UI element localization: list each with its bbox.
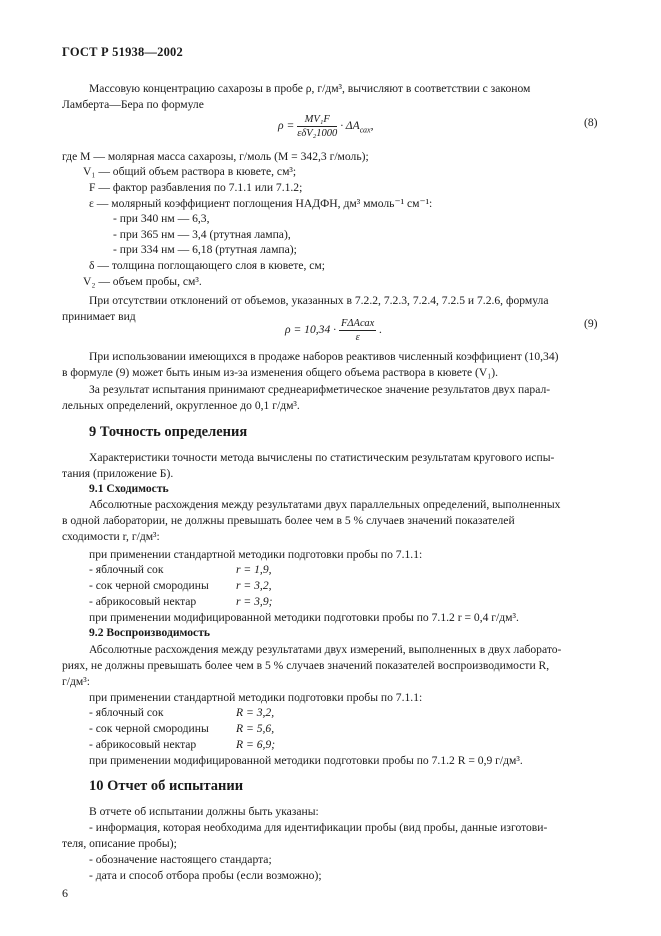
section-9-1-std: при применении стандартной методики подготовки пробы по 7.1.1: (89, 548, 423, 561)
definition-item: V₂ — объем пробы, см³. (83, 275, 202, 288)
page-number: 6 (62, 886, 68, 900)
formula-9-denominator: ε (355, 332, 360, 343)
intro-line-2: Ламберта—Бера по формуле (62, 98, 204, 111)
formula-8-tail-sub: сах (359, 125, 371, 135)
para-kits-line-2: в формуле (9) может быть иным из-за изменения общего объема раствора в кювете (V₁). (62, 366, 499, 379)
definition-item: - при 334 нм — 6,18 (ртутная лампа); (113, 243, 297, 256)
para-no-deviation-line-1: При отсутствии отклонений от объемов, указанных в 7.2.2, 7.2.3, 7.2.4, 7.2.5 и 7.2.6, формула (89, 294, 549, 307)
para-no-deviation-line-2: принимает вид (62, 310, 136, 323)
list-item-value: R = 3,2, (236, 706, 275, 719)
definition-item: ε — молярный коэффициент поглощения НАДФН, дм³ ммоль⁻¹ см⁻¹: (89, 197, 433, 210)
section-10-item-2: - обозначение настоящего стандарта; (89, 853, 272, 866)
section-9-p1-line-1: Характеристики точности метода вычислены по статистическим результатам кругового испы- (89, 451, 555, 464)
definition-item: F — фактор разбавления по 7.1.1 или 7.1.2; (89, 181, 303, 194)
para-result-line-2: лельных определений, округленное до 0,1 г/дм³. (62, 399, 300, 412)
list-item-name: - абрикосовый нектар (89, 738, 197, 751)
section-9-2-mod: при применении модифицированной методики подготовки пробы по 7.1.2 R = 0,9 г/дм³. (89, 754, 523, 767)
definition-item: V₁ — общий объем раствора в кювете, см³; (83, 165, 297, 178)
section-9-2-line-2: риях, не должны превышать более чем в 5 % случаев значений показателей воспроизводимости R, (62, 659, 550, 672)
section-10-item-3: - дата и способ отбора пробы (если возможно); (89, 869, 322, 882)
formula-8-tail-end: , (370, 119, 374, 133)
list-item-value: r = 3,2, (236, 579, 272, 592)
formula-9-lhs: ρ = 10,34 · (285, 323, 337, 337)
section-10-title: 10 Отчет об испытании (89, 778, 244, 794)
list-item-name: - сок черной смородины (89, 722, 209, 735)
formula-9-tail: . (379, 323, 383, 337)
list-item-value: R = 6,9; (236, 738, 276, 751)
list-item-name: - яблочный сок (89, 563, 164, 576)
section-9-1-mod: при применении модифицированной методики подготовки пробы по 7.1.2 r = 0,4 г/дм³. (89, 611, 519, 624)
list-item-name: - яблочный сок (89, 706, 164, 719)
formula-9 (285, 318, 382, 343)
formula-9-numerator: FΔAсах (340, 318, 375, 329)
section-9-title: 9 Точность определения (89, 424, 248, 440)
section-9-1-line-3: сходимости r, г/дм³: (62, 530, 160, 543)
list-item-name: - абрикосовый нектар (89, 595, 197, 608)
list-item-name: - сок черной смородины (89, 579, 209, 592)
section-9-p1-line-2: тания (приложение Б). (62, 467, 174, 480)
list-item-value: r = 3,9; (236, 595, 273, 608)
formula-8 (278, 114, 374, 139)
formula-8-lhs: ρ = (278, 119, 295, 133)
definition-item: - при 365 нм — 3,4 (ртутная лампа), (113, 228, 291, 241)
formula-9-number: (9) (584, 317, 598, 330)
para-kits-line-1: При использовании имеющихся в продаже наборов реактивов численный коэффициент (10,34) (89, 350, 559, 363)
formula-8-number: (8) (584, 116, 598, 129)
section-9-2-std: при применении стандартной методики подготовки пробы по 7.1.1: (89, 691, 423, 704)
section-9-2-line-1: Абсолютные расхождения между результатами двух измерений, выполненных в двух лаборато- (89, 643, 562, 656)
section-10-item-1-line-2: теля, описание пробы); (62, 837, 177, 850)
list-item-value: R = 5,6, (236, 722, 275, 735)
formula-9-fraction (339, 318, 376, 343)
section-9-2-title: 9.2 Воспроизводимость (89, 626, 211, 639)
list-item-value: r = 1,9, (236, 563, 272, 576)
section-9-1-line-1: Абсолютные расхождения между результатами двух параллельных определений, выполненных (89, 498, 561, 511)
section-10-item-1-line-1: - информация, которая необходима для идентификации пробы (вид пробы, данные изготови- (89, 821, 548, 834)
definition-item: δ — толщина поглощающего слоя в кювете, см; (89, 259, 325, 272)
para-result-line-1: За результат испытания принимают среднеарифметическое значение результатов двух парал- (89, 383, 551, 396)
definition-item: где M — молярная масса сахарозы, г/моль (M = 342,3 г/моль); (62, 150, 369, 163)
formula-8-tail: · ΔA (340, 119, 360, 133)
formula-8-numerator: MV₁F (297, 114, 337, 127)
document-header: ГОСТ Р 51938—2002 (62, 45, 183, 59)
definition-item: - при 340 нм — 6,3, (113, 212, 210, 225)
section-9-1-title: 9.1 Сходимость (89, 482, 169, 495)
section-9-1-line-2: в одной лаборатории, не должны превышать более чем в 5 % случаев значений показателей (62, 514, 515, 527)
formula-8-fraction (297, 114, 337, 139)
section-9-2-line-3: г/дм³: (62, 675, 90, 688)
section-10-intro: В отчете об испытании должны быть указаны: (89, 805, 319, 818)
intro-line-1: Массовую концентрацию сахарозы в пробе ρ, г/дм³, вычисляют в соответствии с законом (89, 82, 531, 95)
formula-8-denominator: εδV₂1000 (297, 128, 338, 139)
